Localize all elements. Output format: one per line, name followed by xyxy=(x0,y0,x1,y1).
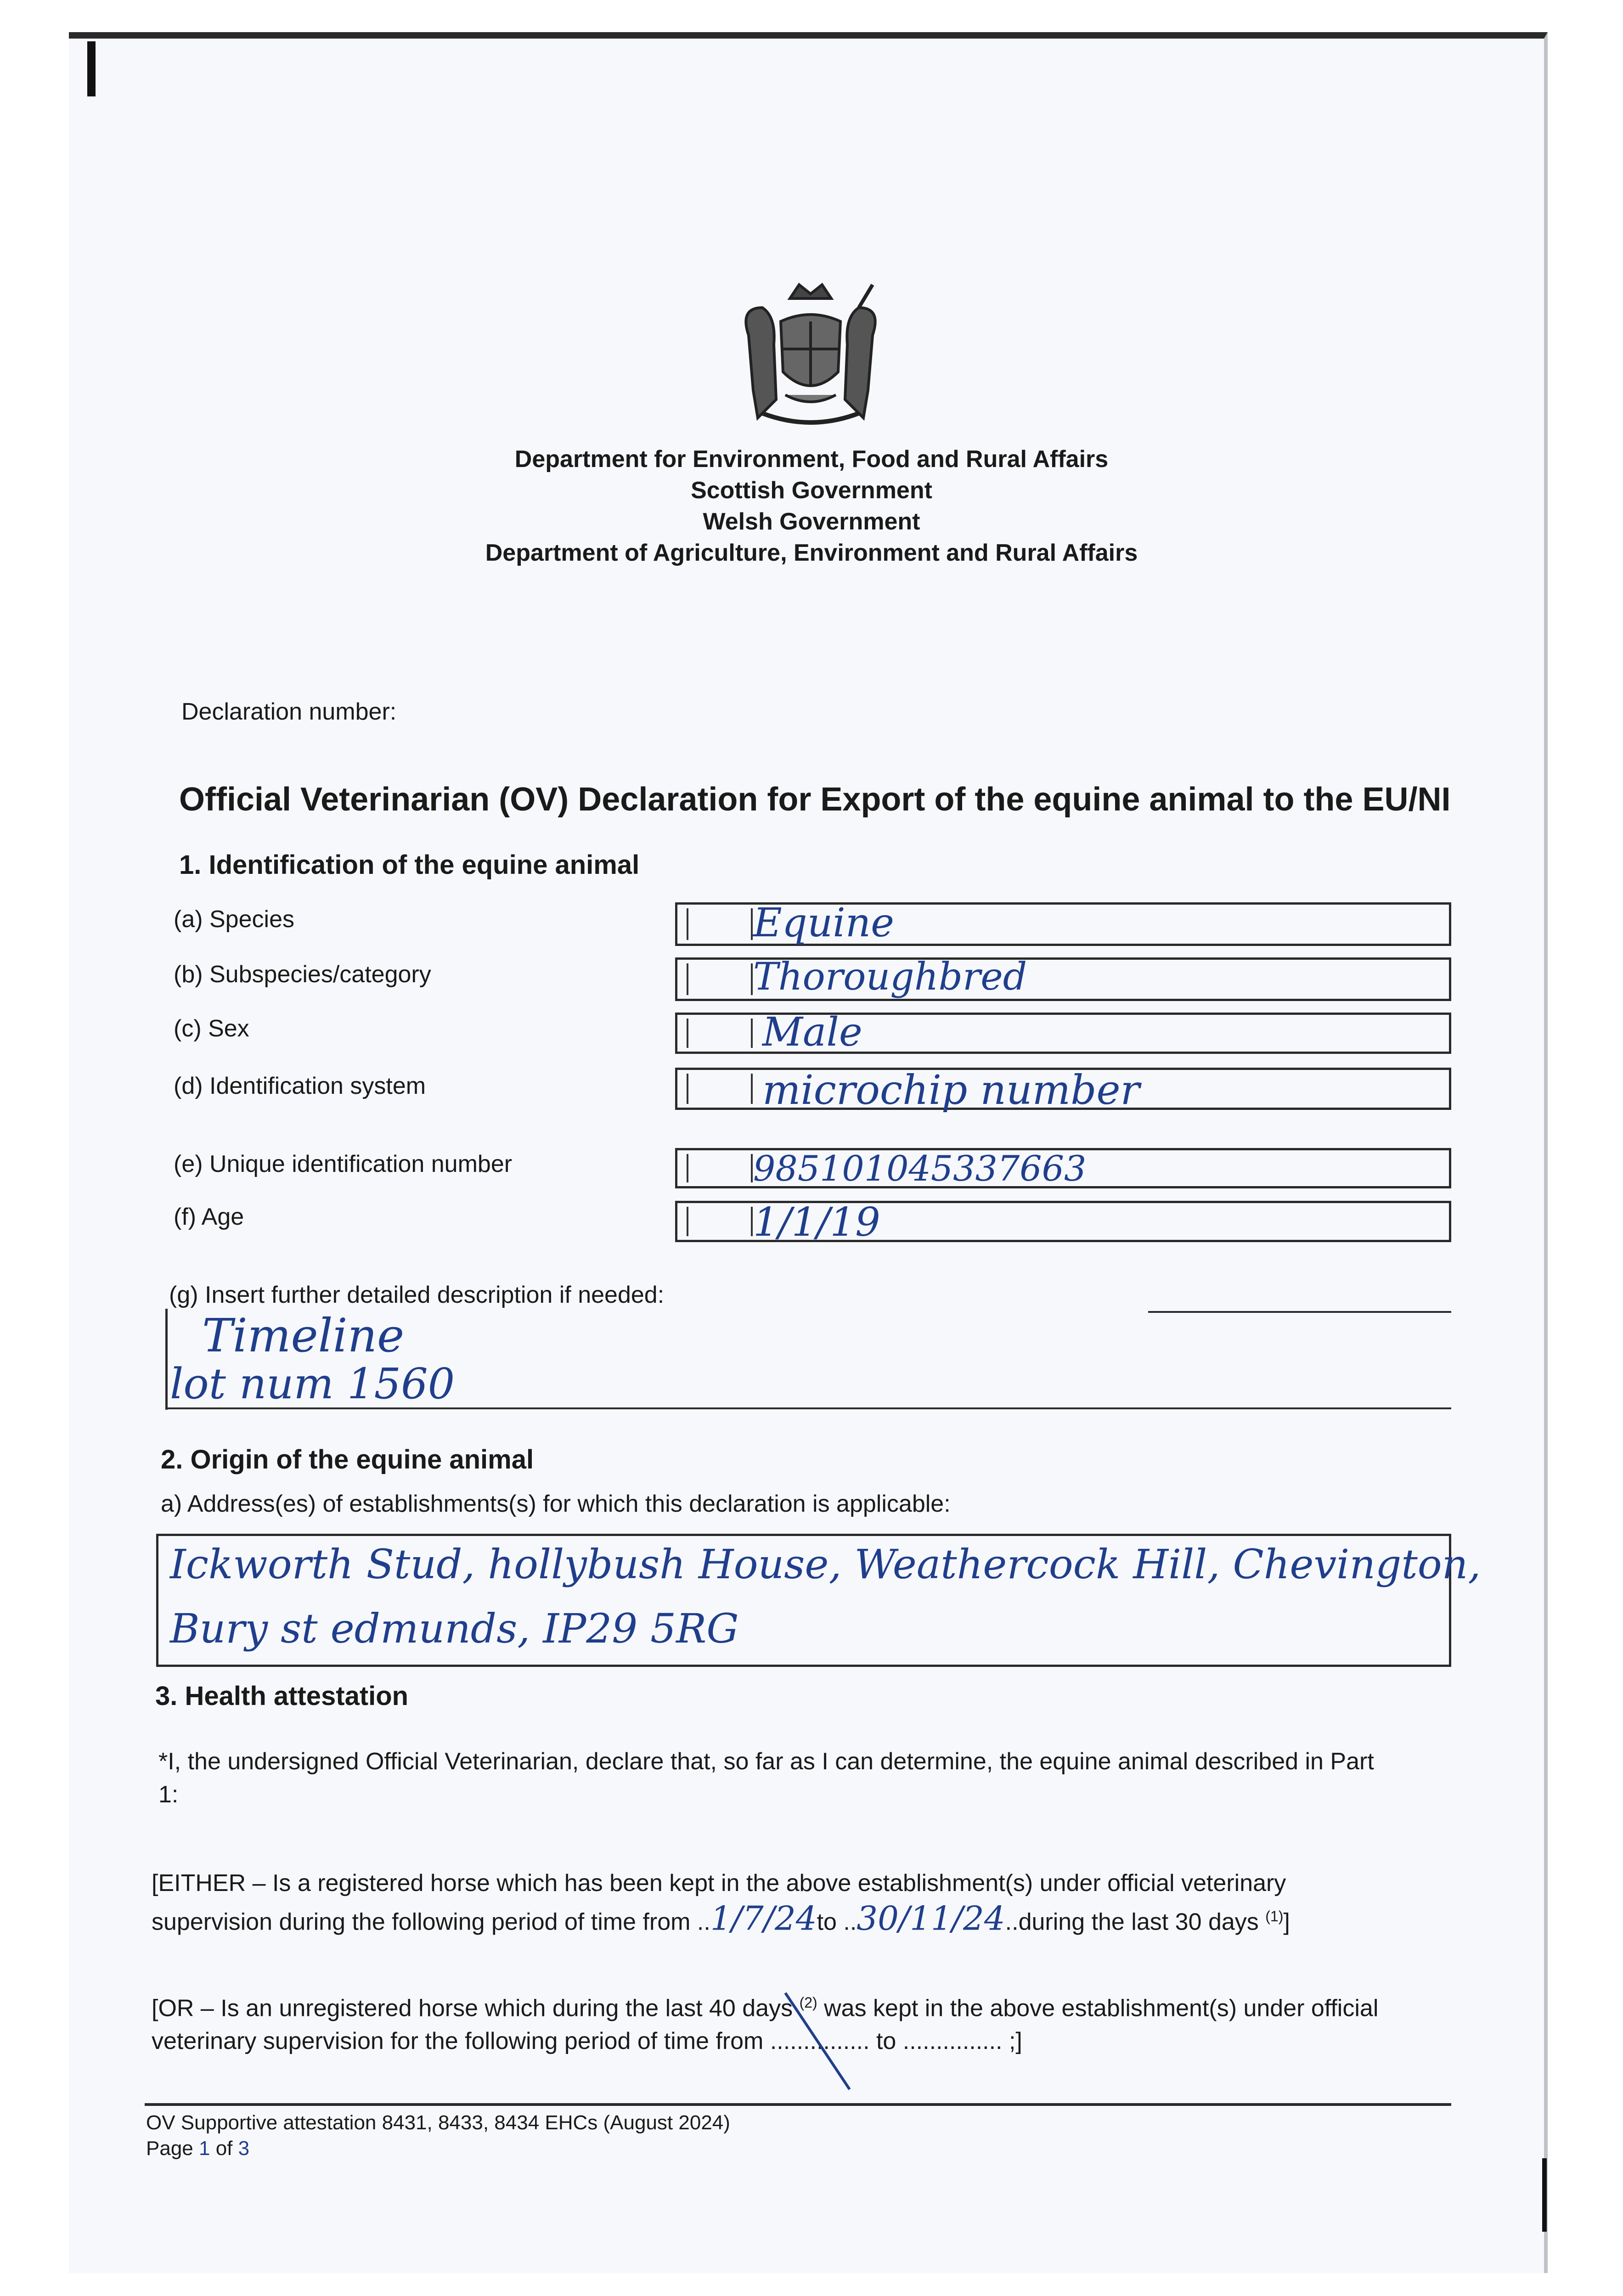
subspecies-label: (b) Subspecies/category xyxy=(174,961,431,988)
page-total: 3 xyxy=(238,2137,250,2160)
or-line1-b: was kept in the above establishment(s) under official xyxy=(817,1995,1379,2022)
either-end-bracket: ] xyxy=(1283,1908,1290,1936)
section2-heading: 2. Origin of the equine animal xyxy=(161,1445,534,1474)
intro-line1: *I, the undersigned Official Veterinarian, declare that, so far as I can determine, the equine animal described in Part xyxy=(158,1748,1374,1775)
age-label: (f) Age xyxy=(174,1204,244,1230)
department-welsh-government: Welsh Government xyxy=(703,508,920,535)
department-scottish-government: Scottish Government xyxy=(691,477,932,504)
further-description-line1: Timeline xyxy=(202,1309,405,1362)
or-line1-a: [OR – Is an unregistered horse which during the last 40 days xyxy=(152,1995,793,2022)
or-footnote-ref: (2) xyxy=(799,1994,817,2011)
identification-system-label: (d) Identification system xyxy=(174,1073,426,1099)
further-description-label: (g) Insert further detailed description if needed: xyxy=(169,1282,665,1308)
either-line2-b: to .. xyxy=(817,1908,857,1936)
department-daera: Department of Agriculture, Environment and Rural Affairs xyxy=(485,540,1138,566)
royal-coat-of-arms-logo xyxy=(721,280,900,436)
page-current: 1 xyxy=(198,2137,210,2160)
department-defra: Department for Environment, Food and Rural Affairs xyxy=(514,446,1109,473)
footer-divider xyxy=(145,2103,1451,2106)
page-prefix: Page xyxy=(146,2137,199,2160)
either-from-date: 1/7/24 xyxy=(710,1899,817,1938)
page-middle: of xyxy=(210,2137,238,2160)
footer-page-number xyxy=(146,2136,249,2161)
unique-id-value: 985101045337663 xyxy=(753,1148,1087,1189)
section3-heading: 3. Health attestation xyxy=(155,1681,409,1711)
health-attestation-intro xyxy=(158,1745,1458,1811)
unique-id-label: (e) Unique identification number xyxy=(174,1151,513,1177)
further-description-line xyxy=(1148,1311,1451,1313)
declaration-number-label: Declaration number: xyxy=(181,698,397,725)
either-line1: [EITHER – Is a registered horse which has been kept in the above establishment(s) under official veterinary xyxy=(152,1870,1286,1896)
age-value: 1/1/19 xyxy=(753,1199,880,1245)
form-title: Official Veterinarian (OV) Declaration for Export of the equine animal to the EU/NI xyxy=(179,781,1451,818)
intro-line2: 1: xyxy=(158,1781,179,1808)
or-line2: veterinary supervision for the following period of time from ............... to ............... ;] xyxy=(152,2028,1022,2055)
scan-mark-bottom-right xyxy=(1542,2158,1547,2232)
either-clause xyxy=(152,1867,1456,1938)
species-label: (a) Species xyxy=(174,906,294,933)
either-line2-c: ..during the last 30 days xyxy=(1005,1908,1259,1936)
address-line2: Bury st edmunds, IP29 5RG xyxy=(170,1605,739,1652)
address-label: a) Address(es) of establishments(s) for which this declaration is applicable: xyxy=(161,1491,951,1517)
either-to-date: 30/11/24 xyxy=(857,1899,1005,1938)
either-line2-a: supervision during the following period of time from .. xyxy=(152,1908,710,1936)
or-clause-strike-mark xyxy=(781,1988,854,2094)
either-footnote-ref: (1) xyxy=(1265,1908,1284,1925)
species-value: Equine xyxy=(753,900,895,946)
identification-system-value: microchip number xyxy=(762,1066,1140,1114)
address-line1: Ickworth Stud, hollybush House, Weathercock Hill, Chevington, xyxy=(170,1541,1481,1588)
section1-heading: 1. Identification of the equine animal xyxy=(179,850,640,880)
footer-attestation-ref: OV Supportive attestation 8431, 8433, 8434 EHCs (August 2024) xyxy=(146,2111,730,2134)
subspecies-value: Thoroughbred xyxy=(753,955,1027,999)
further-description-left-border xyxy=(165,1309,168,1410)
sex-value: Male xyxy=(762,1009,862,1055)
scan-mark-top-left xyxy=(87,41,96,96)
further-description-line2: lot num 1560 xyxy=(170,1359,455,1408)
sex-label: (c) Sex xyxy=(174,1015,249,1042)
